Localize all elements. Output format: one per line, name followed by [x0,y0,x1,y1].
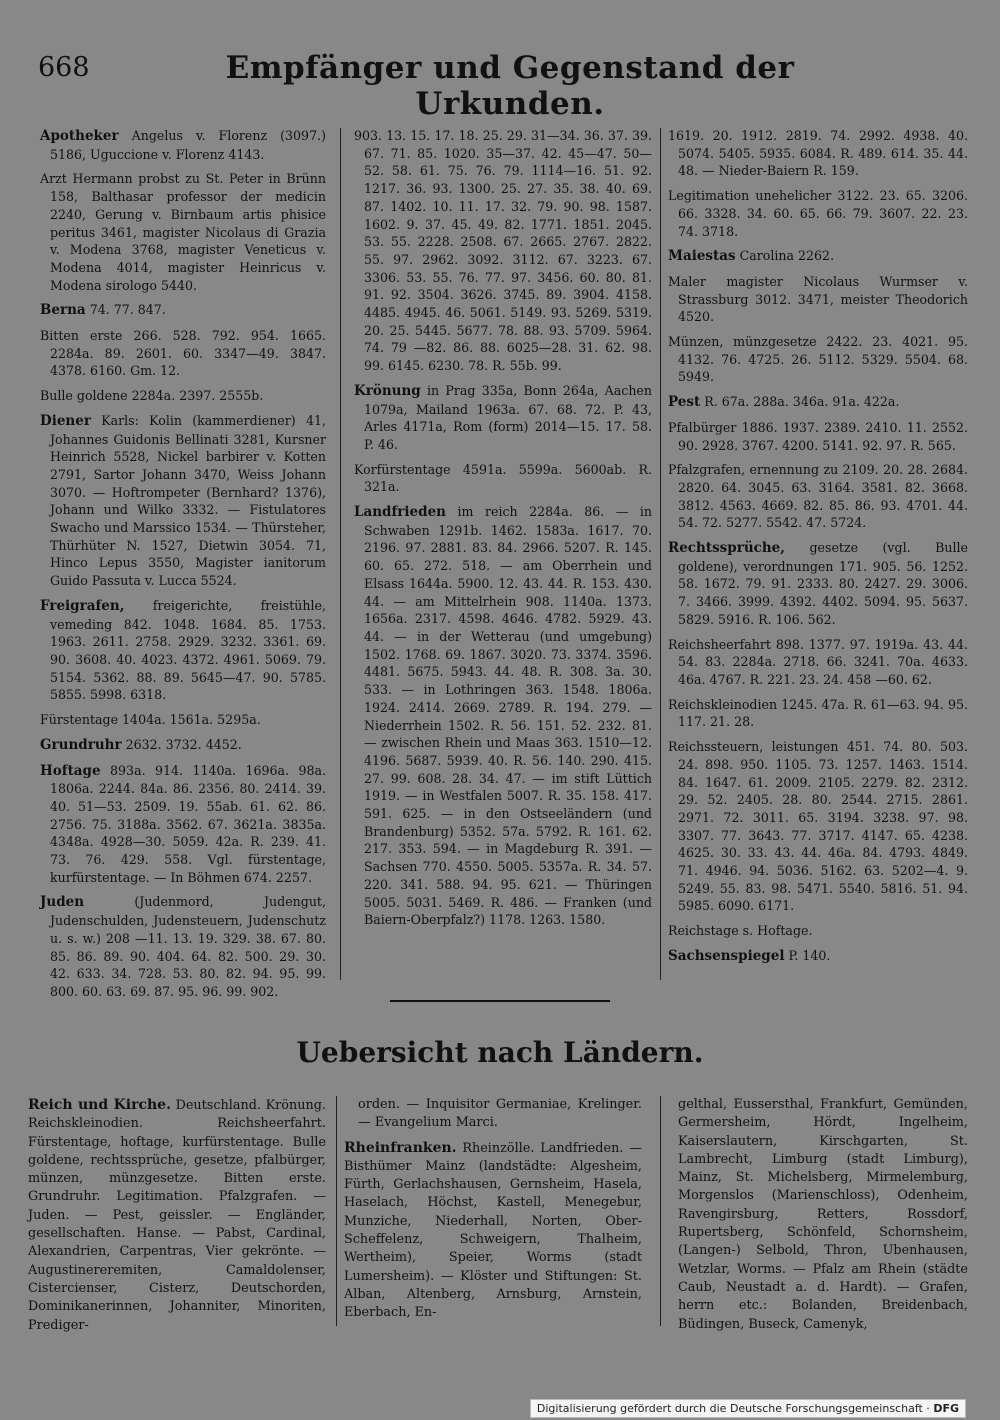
lander-column-3 [678,1096,968,1334]
index-column-1 [40,127,326,1008]
entry-keyword: Berna [40,302,86,319]
index-entry [668,127,968,180]
entry-text: Korfürstentage 4591a. 5599a. 5600ab. R. 321a. [354,461,652,495]
index-entry [40,736,326,755]
entry-text: Reichsheerfahrt 898. 1377. 97. 1919a. 43. 44. 54. 83. 2284a. 2718. 66. 3241. 70a. 4633. 46a. 4767. R. 221. 23. 24. 458 —60. 62. [668,636,968,687]
entry-keyword: Apotheker [40,128,119,144]
entry-text: Legitimation unehelicher 3122. 23. 65. 3206. 66. 3328. 34. 60. 65. 66. 79. 3607. 22. 23. 74. 3718. [668,188,968,239]
index-entry [40,387,326,405]
index-entry [354,461,652,496]
entry-keyword: Diener [40,412,91,429]
entry-keyword: Krönung [354,382,421,399]
entry-text: Reichstage s. Hoftage. [668,923,813,939]
index-entry [354,382,652,454]
index-entry [668,333,968,386]
footer-text: Digitalisierung gefördert durch die Deutsche Forschungsgemeinschaft · [536,1402,930,1415]
entry-keyword: Sachsenspiegel [668,947,785,964]
entry-keyword: Maiestas [668,248,736,265]
page-number: 668 [38,52,90,83]
entry-text: freigerichte, freistühle, vemeding 842. 1048. 1684. 85. 1753. 1963. 2611. 2758. 2929. 3232. 3361. 69. 90. 3608. 40. 4023. 4372. 4961. 5069. 79. 5154. 5362. 88. 89. 5645—47. 90. 5785. 5855. 5998. 6318. [50,597,326,703]
lander-heading: Reich und Kirche. [28,1097,171,1113]
index-entry [40,412,326,590]
entry-text: Fürstentage 1404a. 1561a. 5295a. [40,712,261,728]
index-entry [40,327,326,380]
entry-text: 1619. 20. 1912. 2819. 74. 2992. 4938. 40. 5074. 5405. 5935. 6084. R. 489. 614. 35. 44. 48. — Nieder-Baiern R. 159. [668,128,968,179]
entry-text: Münzen, münzgesetze 2422. 23. 4021. 95. 4132. 76. 4725. 26. 5112. 5329. 5504. 68. 5949. [668,334,968,385]
entry-keyword: Juden [40,894,85,911]
page-header: Empfänger und Gegenstand der Urkunden. [225,50,795,122]
index-entry [354,503,652,929]
entry-text: Arzt Hermann probst zu St. Peter in Brünn 158, Balthasar professor der medicin 2240, Gerung v. Birnbaum artis phisice peritus 3461, magister Nicolaus di Grazia v. Modena 3768, magister Veneticus v. Modena 4014, magister Heinricus v. Modena sirologo 5440. [40,171,326,293]
entry-text: 74. 77. 847. [85,302,166,318]
entry-text: Karls: Kolin (kammerdiener) 41, Johannes Guidonis Bellinati 3281, Kursner Heinrich 5528, Nickel barbirer v. Kotten 2791, Sartor Johann 3470, Weiss Johann 3070. — Hoftrompeter (Bernhard? 1376), Johann und Wilko 3332. — Fistulatores Swacho und Marssico 1534. — Thürsteher, Thürhüter N. 1527, Dietwin 3054. 71, Hinco Lepus 3550, Magister ianitorum Guido Passuta v. Lucca 5524. [50,412,326,589]
entry-text: (Judenmord, Judengut, Judenschulden, Judensteuern, Judenschutz u. s. w.) 208 —11. 13. 19. 329. 38. 67. 80. 85. 86. 89. 90. 404. 64. 82. 500. 29. 30. 42. 633. 34. 728. 53. 80. 82. 94. 95. 99. 800. 60. 63. 69. 87. 95. 96. 99. 902. [50,894,326,999]
entry-keyword: Rechtssprüche, [668,540,785,557]
index-entry [40,711,326,729]
entry-text: 893a. 914. 1140a. 1696a. 98a. 1806a. 2244. 84a. 86. 2356. 80. 2414. 39. 40. 51—53. 2509. 19. 55ab. 61. 62. 86. 2756. 75. 3188a. 3562. 67. 3621a. 3835a. 4348a. 4928—30. 5059. 42a. R. 239. 41. 73. 76. 429. 558. Vgl. fürstentage, kurfürstentage. — In Böhmen 674. 2257. [50,762,326,885]
entry-text: 903. 13. 15. 17. 18. 25. 29. 31—34. 36. 37. 39. 67. 71. 85. 1020. 35—37. 42. 45—47. 50—52. 58. 61. 75. 76. 79. 1114—16. 51. 92. 1217. 36. 93. 1300. 25. 27. 35. 38. 40. 69. 87. 1402. 10. 11. 17. 32. 79. 90. 98. 1587. 1602. 9. 37. 45. 49. 82. 1771. 1851. 2045. 53. 55. 2228. 2508. 67. 2665. 2767. 2822. 55. 97. 2962. 3092. 3112. 67. 3223. 67. 3306. 53. 55. 76. 77. 97. 3456. 60. 80. 81. 91. 92. 3504. 3626. 3745. 89. 3904. 4158. 4485. 4945. 46. 5061. 5149. 93. 5269. 5319. 20. 25. 5445. 5677. 78. 88. 93. 5709. 5964. 74. 79 —82. 86. 88. 6025—28. 31. 62. 98. 99. 6145. 6230. 78. R. 55b. 99. [354,128,652,374]
lander-text: gelthal, Eussersthal, Frankfurt, Gemünden, Germersheim, Hördt, Ingelheim, Kaiserslautern, Kirschgarten, St. Lambrecht, Limburg (stadt Limburg), Mainz, St. Michelsberg, Mirmelemburg, Morgenslos (Marienschloss), Odenheim, Ravengirsburg, Retters, Rossdorf, Rupertsberg, Schönfeld, Schornsheim, (Langen-) Selbold, Thron, Ubenhausen, Wetzlar, Worms. — Pfalz am Rhein (städte Caub, Neustadt a. d. Hardt). — Grafen, herrn etc.: Bolanden, Breidenbach, Büdingen, Buseck, Camenyk, [678,1097,968,1332]
column-divider [660,128,661,980]
index-entry [668,922,968,940]
index-entry [668,947,968,966]
index-entry [668,738,968,915]
index-entry [668,539,968,629]
index-entry [40,762,326,887]
index-entry [668,393,968,412]
dfg-logo: DFG [933,1402,959,1415]
entry-text: Angelus v. Florenz (3097.) 5186, Uguccione v. Florenz 4143. [50,128,326,162]
index-entry [668,419,968,454]
index-entry [354,127,652,375]
index-entry [668,461,968,532]
entry-text: Pfalzgrafen, ernennung zu 2109. 20. 28. 2684. 2820. 64. 3045. 63. 3164. 3581. 82. 3668. 3812. 4563. 4669. 82. 85. 86. 93. 4701. 44. 54. 72. 5277. 5542. 47. 5724. [668,462,968,531]
index-entry [40,301,326,320]
entry-text: gesetze (vgl. Bulle goldene), verordnungen 171. 905. 56. 1252. 58. 1672. 79. 91. 2333. 80. 2427. 29. 3006. 7. 3466. 3999. 4392. 4402. 5094. 95. 5637. 5829. 5916. R. 106. 562. [678,540,968,627]
entry-text: Bulle goldene 2284a. 2397. 2555b. [40,388,264,404]
entry-keyword: Freigrafen, [40,597,125,614]
entry-text: in Prag 335a, Bonn 264a, Aachen 1079a, Mailand 1963a. 67. 68. 72. P. 43, Arles 4171a, Rom (form) 2014—15. 17. 58. P. 46. [364,382,652,452]
section-divider [390,1000,610,1002]
entry-text: Pfalbürger 1886. 1937. 2389. 2410. 11. 2552. 90. 2928. 3767. 4200. 5141. 92. 97. R. 565. [668,419,968,453]
entry-text: Bitten erste 266. 528. 792. 954. 1665. 2284a. 89. 2601. 60. 3347—49. 3847. 4378. 6160. Gm. 12. [40,328,326,379]
entry-text: Reichskleinodien 1245. 47a. R. 61—63. 94. 95. 117. 21. 28. [668,696,968,730]
entry-text: Carolina 2262. [735,248,835,264]
lander-column-1 [28,1096,326,1335]
column-divider [660,1096,661,1326]
index-entry [668,696,968,731]
index-column-2 [354,127,652,936]
index-entry [40,893,326,1000]
column-divider [336,1096,337,1326]
section-title: Uebersicht nach Ländern. [296,1036,704,1069]
entry-text: im reich 2284a. 86. — in Schwaben 1291b. 1462. 1583a. 1617. 70. 2196. 97. 2881. 83. 84. 2966. 5207. R. 145. 60. 65. 272. 518. — am Oberrhein und Elsass 1644a. 5900. 12. 43. 44. R. 153. 430. 44. — am Mittelrhein 908. 1140a. 1373. 1656a. 2317. 4598. 4646. 4782. 5929. 43. 44. — in der Wetterau (und umgebung) 1502. 1768. 69. 1867. 3020. 73. 3374. 3596. 4481. 5675. 5943. 44. 48. R. 308. 3a. 30. 533. — in Lothringen 363. 1548. 1806a. 1924. 2414. 2669. 2789. R. 194. 279. — Niederrhein 1502. R. 56. 151. 52. 232. 81. — zwischen Rhein und Maas 363. 1510—12. 4196. 5687. 5939. 40. R. 56. 140. 290. 415. 27. 99. 608. 28. 34. 47. — im stift Lüttich 1919. — in Westfalen 5007. R. 35. 158. 417. 591. 625. — in den Ostseeländern (und Brandenburg) 5352. 57a. 5792. R. 161. 62. 217. 353. 594. — in Magdeburg R. 391. — Sachsen 770. 4550. 5005. 5357a. R. 34. 57. 220. 341. 588. 94. 95. 621. — Thüringen 5005. 5031. 5469. R. 486. — Franken (und Baiern-Oberpfalz?) 1178. 1263. 1580. [364,504,652,928]
column-divider [340,128,341,980]
entry-text: R. 67a. 288a. 346a. 91a. 422a. [700,394,900,410]
index-entry [668,187,968,240]
dfg-footer [530,1399,966,1418]
entry-text: Reichssteuern, leistungen 451. 74. 80. 503. 24. 898. 950. 1105. 73. 1257. 1463. 1514. 84. 1647. 61. 2009. 2105. 2279. 82. 2312. 29. 52. 2405. 28. 80. 2544. 2715. 2861. 2971. 72. 3011. 65. 3194. 3238. 97. 98. 3307. 77. 3643. 77. 3717. 4147. 65. 4238. 4625. 30. 33. 43. 44. 46a. 84. 4793. 4849. 71. 4946. 94. 5036. 5162. 63. 5202—4. 9. 5249. 55. 83. 98. 5471. 5540. 5816. 51. 94. 5985. 6090. 6171. [668,739,968,914]
index-entry [668,247,968,266]
index-entry [668,273,968,326]
index-entry [40,170,326,294]
entry-text: 2632. 3732. 4452. [121,736,242,752]
lander-text: orden. — Inquisitor Germaniae, Krelinger. — Evangelium Marci. [358,1097,642,1131]
entry-keyword: Grundruhr [40,736,122,753]
index-column-3 [668,127,968,973]
entry-keyword: Hoftage [40,762,101,779]
entry-text: Maler magister Nicolaus Wurmser v. Strassburg 3012. 3471, meister Theodorich 4520. [668,273,968,325]
entry-text: P. 140. [784,947,831,963]
entry-keyword: Pest [668,394,701,411]
index-entry [40,127,326,163]
lander-column-2 [344,1096,642,1323]
lander-heading: Rheinfranken. [344,1139,457,1156]
index-entry [668,636,968,689]
lander-text: Deutschland. Krönung. Reichskleinodien. Reichsheerfahrt. Fürstentage, hoftage, kurfürstentage. Bulle goldene, rechtssprüche, gesetze, pfalbürger, münzen, münzgesetze. Bitten erste. Grundruhr. Legitimation. Pfalzgrafen. — Juden. — Pest, geissler. — Engländer, gesellschaften. Hanse. — Pabst, Cardinal, Alexandrien, Carpentras, Vier gekrönte. — Augustinereremiten, Camaldolenser, Cistercienser, Cisterz, Deutschorden, Dominikanerinnen, Johanniter, Minoriten, Prediger- [28,1098,326,1333]
lander-text: Rheinzölle. Landfrieden. — Bisthümer Mainz (landstädte: Algesheim, Fürth, Gerlachshausen, Gernsheim, Hasela, Haselach, Höchst, Kastell, Menegebur, Munziche, Niederhall, Norten, Ober-Scheffelenz, Schweigern, Thalheim, Wertheim), Speier, Worms (stadt Lumersheim). — Klöster und Stiftungen: St. Alban, Altenberg, Arnsburg, Arnstein, Eberbach, En- [344,1140,642,1321]
entry-keyword: Landfrieden [354,504,446,521]
index-entry [40,597,326,704]
